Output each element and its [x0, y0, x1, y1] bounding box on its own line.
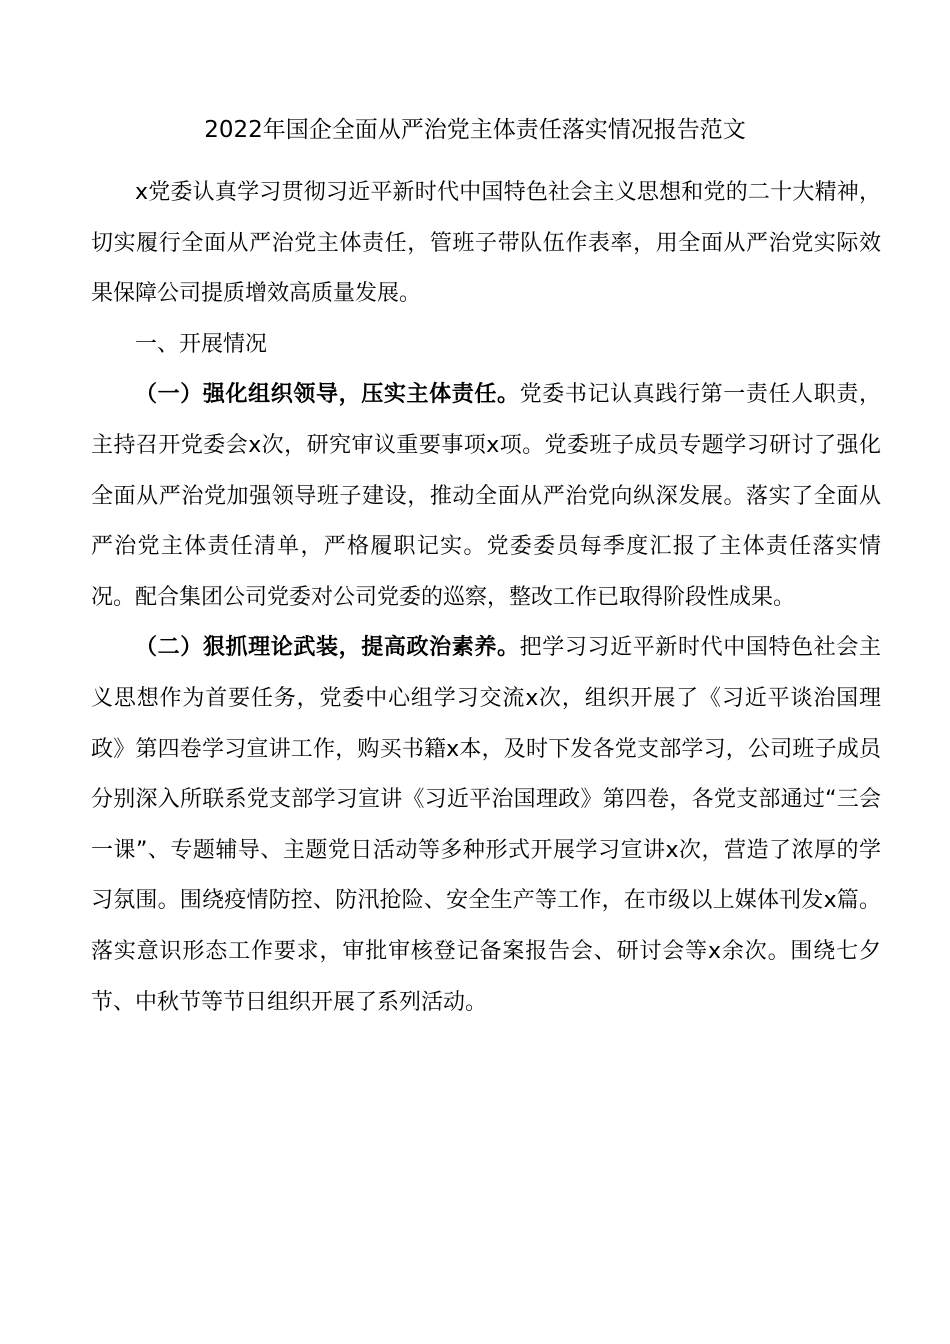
paragraph-2-lead: （二）狠抓理论武装，提高政治素养。 [135, 635, 520, 661]
paragraph-1 [91, 370, 881, 623]
paragraph-1-text: 党委书记认真践行第一责任人职责，主持召开党委会x次，研究审议重要事项x项。党委班子成员专题学习研讨了强化全面从严治党加强领导班子建设，推动全面从严治党向纵深发展。落实了全面从严治党主体责任清单，严格履职记实。党委委员每季度汇报了主体责任落实情况。配合集团公司党委对公司党委的巡察，整改工作已取得阶段性成果。 [91, 382, 881, 610]
paragraph-2 [91, 623, 881, 1028]
paragraph-1-lead: （一）强化组织领导，压实主体责任。 [135, 382, 520, 408]
document-title: 2022年国企全面从严治党主体责任落实情况报告范文 [204, 117, 746, 143]
document-body [91, 168, 881, 1028]
intro-paragraph: x党委认真学习贯彻习近平新时代中国特色社会主义思想和党的二十大精神，切实履行全面从严治党主体责任，管班子带队伍作表率，用全面从严治党实际效果保障公司提质增效高质量发展。 [91, 180, 881, 307]
section-heading: 一、开展情况 [135, 331, 268, 357]
paragraph-2-text: 把学习习近平新时代中国特色社会主义思想作为首要任务，党委中心组学习交流x次，组织开展了《习近平谈治国理政》第四卷学习宣讲工作，购买书籍x本，及时下发各党支部学习，公司班子成员分别深入所联系党支部学习宣讲《习近平治国理政》第四卷，各党支部通过“三会一课”、专题辅导、主题党日活动等多种形式开展学习宣讲x次，营造了浓厚的学习氛围。围绕疫情防控、防汛抢险、安全生产等工作，在市级以上媒体刊发x篇。落实意识形态工作要求，审批审核登记备案报告会、研讨会等x余次。围绕七夕节、中秋节等节日组织开展了系列活动。 [91, 635, 881, 1015]
